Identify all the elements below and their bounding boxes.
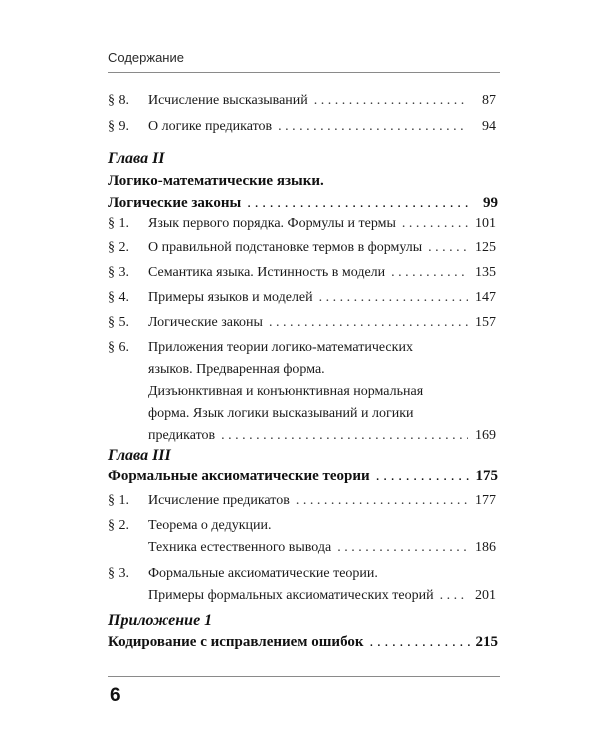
toc-entry[interactable] xyxy=(108,116,496,138)
chapter-title[interactable] xyxy=(108,170,498,214)
section-number: § 6. xyxy=(108,340,129,355)
appendix-label: Приложение 1 xyxy=(108,612,213,629)
entry-page: 169 xyxy=(475,428,496,443)
section-number: § 2. xyxy=(108,518,129,533)
chapter-page: 99 xyxy=(483,195,498,211)
appendix-title-text: Кодирование с исправлением ошибок xyxy=(108,634,364,650)
entry-title-line: Теорема о дедукции. xyxy=(148,518,272,533)
leader-dots xyxy=(319,287,468,309)
page-number: 6 xyxy=(110,685,121,706)
section-number: § 9. xyxy=(108,119,129,134)
chapter-title-line: Формальные аксиоматические теории xyxy=(108,468,370,484)
toc-entry[interactable] xyxy=(108,563,496,607)
chapter-title[interactable] xyxy=(108,465,498,487)
chapter-label: Глава II xyxy=(108,150,165,167)
leader-dots xyxy=(402,213,468,235)
entry-title: Логические законы xyxy=(148,315,263,330)
appendix-title[interactable] xyxy=(108,631,498,653)
toc-entry[interactable] xyxy=(108,90,496,112)
entry-title-line: Примеры формальных аксиоматических теорий xyxy=(148,588,434,603)
toc-entry[interactable] xyxy=(108,237,496,259)
leader-dots xyxy=(376,465,470,487)
entry-title-line: Техника естественного вывода xyxy=(148,540,332,555)
section-number: § 5. xyxy=(108,315,129,330)
entry-title-line: предикатов xyxy=(148,428,216,443)
entry-title: Язык первого порядка. Формулы и термы xyxy=(148,216,396,231)
entry-page: 101 xyxy=(475,216,496,231)
footer-rule xyxy=(108,676,500,677)
leader-dots xyxy=(337,537,468,559)
toc-entry[interactable] xyxy=(108,213,496,235)
section-number: § 4. xyxy=(108,290,129,305)
entry-title-line: форма. Язык логики высказываний и логики xyxy=(148,406,414,421)
section-number: § 1. xyxy=(108,493,129,508)
section-number: § 3. xyxy=(108,265,129,280)
entry-page: 94 xyxy=(482,119,496,134)
entry-page: 186 xyxy=(475,540,496,555)
toc-entry[interactable] xyxy=(108,262,496,284)
section-number: § 3. xyxy=(108,566,129,581)
leader-dots xyxy=(370,631,470,653)
header-rule xyxy=(108,72,500,73)
chapter-title-line: Логические законы xyxy=(108,195,242,211)
section-number: § 1. xyxy=(108,216,129,231)
leader-dots xyxy=(391,262,468,284)
leader-dots xyxy=(296,490,468,512)
leader-dots xyxy=(440,585,468,607)
entry-title-line: Дизъюнктивная и конъюнктивная нормальная xyxy=(148,384,424,399)
entry-page: 87 xyxy=(482,93,496,108)
section-number: § 8. xyxy=(108,93,129,108)
entry-title: Исчисление предикатов xyxy=(148,493,290,508)
entry-title: О логике предикатов xyxy=(148,119,273,134)
entry-title: Семантика языка. Истинность в модели xyxy=(148,265,386,280)
entry-title-line: Приложения теории логико-математических xyxy=(148,340,413,355)
entry-title-line: языков. Предваренная форма. xyxy=(148,362,325,377)
chapter-title-line: Логико-математические языки. xyxy=(108,173,324,189)
entry-page: 125 xyxy=(475,240,496,255)
entry-title: Примеры языков и моделей xyxy=(148,290,313,305)
leader-dots xyxy=(278,116,468,138)
entry-title-line: Формальные аксиоматические теории. xyxy=(148,566,378,581)
running-head: Содержание xyxy=(108,50,184,65)
toc-entry[interactable] xyxy=(108,337,496,447)
leader-dots xyxy=(221,425,468,447)
section-number: § 2. xyxy=(108,240,129,255)
entry-page: 135 xyxy=(475,265,496,280)
toc-entry[interactable] xyxy=(108,312,496,334)
entry-page: 157 xyxy=(475,315,496,330)
leader-dots xyxy=(269,312,468,334)
leader-dots xyxy=(314,90,468,112)
leader-dots xyxy=(428,237,468,259)
leader-dots xyxy=(247,192,470,214)
entry-page: 201 xyxy=(475,588,496,603)
toc-entry[interactable] xyxy=(108,490,496,512)
entry-page: 177 xyxy=(475,493,496,508)
entry-title: Исчисление высказываний xyxy=(148,93,308,108)
toc-entry[interactable] xyxy=(108,515,496,559)
entry-page: 147 xyxy=(475,290,496,305)
chapter-page: 175 xyxy=(475,468,498,484)
appendix-page: 215 xyxy=(475,634,498,650)
toc-entry[interactable] xyxy=(108,287,496,309)
entry-title: О правильной подстановке термов в формулы xyxy=(148,240,423,255)
chapter-label: Глава III xyxy=(108,447,171,464)
